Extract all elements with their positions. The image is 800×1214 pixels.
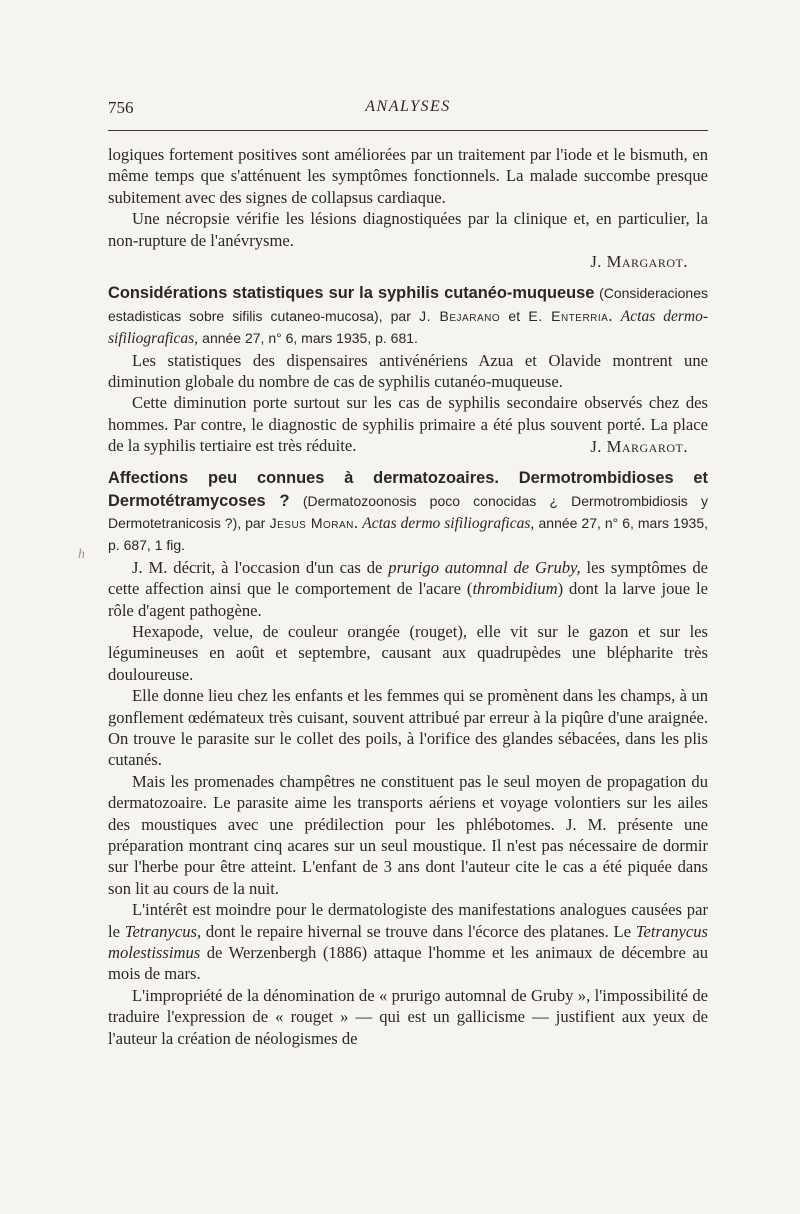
entry-original-title: (Consideraciones estadisticas sobre sifilis cutaneo-mucosa), par bbox=[108, 285, 709, 324]
italic-term: Tetranycus, bbox=[124, 921, 202, 941]
entry-author: Jesus Moran bbox=[269, 514, 354, 531]
italic-term: Tetranycus molestissimus bbox=[108, 921, 708, 963]
paragraph: logiques fortement positives sont améliorées par un traitement par l'iode et le bismuth, en même temps que s'atténuent les symptômes fonctionnels. La malade succombe presque subitement avec des signes de collapsus cardiaque. bbox=[108, 145, 708, 207]
entry-original-title: (Dermatozoonosis poco conocidas ¿ Dermotrombidiosis y Dermotetranicosis ?), par bbox=[108, 492, 708, 531]
signature-name: J. Margarot. bbox=[590, 436, 688, 456]
paragraph: Cette diminution porte surtout sur les cas de syphilis secondaire observés chez des hommes. Par contre, le diagnostic de syphilis primaire a été plus souvent porté. La place de la syphilis tertiaire est très réduite. bbox=[108, 393, 708, 456]
paragraph bbox=[108, 557, 708, 621]
page-number: 756 bbox=[108, 98, 134, 117]
entry-title: Affections peu connues à dermatozoaires. Dermotrombidioses et Dermotétramycoses ? bbox=[108, 469, 708, 510]
page-body bbox=[108, 144, 708, 1049]
paragraph: Les statistiques des dispensaires antivénériens Azua et Olavide montrent une diminution globale du nombre de cas de syphilis cutanéo-muqueuse. bbox=[108, 350, 708, 392]
paragraph bbox=[108, 899, 708, 985]
text-run: dont le repaire hivernal se trouve dans l'écorce des platanes. Le bbox=[201, 921, 636, 941]
entry-conjunction: et bbox=[508, 307, 521, 324]
text-run: ) dont la larve joue le rôle d'agent pathogène. bbox=[108, 579, 708, 620]
entry-author: J. Bejarano bbox=[419, 307, 501, 324]
italic-term: thrombidium bbox=[472, 579, 558, 599]
text-run: les symptômes de cette affection ainsi que le comportement de l'acare ( bbox=[108, 557, 708, 599]
signature bbox=[108, 251, 708, 272]
entry-details: année 27, n° 6, mars 1935, p. 687, 1 fig. bbox=[108, 514, 709, 554]
text-run: J. M. décrit, à l'occasion d'un cas de bbox=[132, 557, 389, 577]
italic-term: prurigo automnal de Gruby, bbox=[388, 557, 581, 577]
running-title: ANALYSES bbox=[365, 98, 451, 115]
entry-heading: Considérations statistiques sur la syphilis cutanéo-muqueuse (Consideraciones estadisticas sobre sifilis cutaneo-mucosa), par J. Bejarano et E. Enterria. Actas dermo-sifiliograficas, année 27, n° 6, mars 1935, p. 681. bbox=[108, 284, 709, 348]
entry-journal: Actas dermo-sifiliograficas, bbox=[108, 307, 709, 348]
entry-heading: Affections peu connues à dermatozoaires. Dermotrombidioses et Dermotétramycoses ? (Dermatozoonosis poco conocidas ¿ Dermotrombidiosis y Dermotetranicosis ?), par Jesus Moran. Actas dermo sifiliograficas, année 27, n° 6, mars 1935, p. 687, 1 fig. bbox=[108, 469, 709, 554]
paragraph: L'impropriété de la dénomination de « prurigo automnal de Gruby », l'impossibilité de traduire l'expression de « rouget » — qui est un gallicisme — justifient aux yeux de l'auteur la création de néologismes de bbox=[108, 985, 708, 1048]
entry-title: Considérations statistiques sur la syphilis cutanéo-muqueuse bbox=[108, 284, 595, 303]
margin-pencil-mark: h bbox=[78, 547, 85, 562]
paragraph: Hexapode, velue, de couleur orangée (rouget), elle vit sur le gazon et sur les légumineuses en août et septembre, causant aux quadrupèdes une blépharite très douloureuse. bbox=[108, 621, 708, 684]
entry-details: année 27, n° 6, mars 1935, p. 681. bbox=[202, 330, 418, 347]
text-run: L'intérêt est moindre pour le dermatologiste des manifestations analogues causées par le bbox=[108, 900, 708, 941]
text-run: de Werzenbergh (1886) attaque l'homme et les animaux de décembre au mois de mars. bbox=[108, 943, 708, 984]
paragraph: Elle donne lieu chez les enfants et les femmes qui se promènent dans les champs, à un gonflement œdémateux très cuisant, souvent attribué par erreur à la piqûre d'une araignée. On trouve le parasite sur le collet des poils, à l'orifice des glandes sébacées, dans les plis cutanés. bbox=[108, 686, 708, 770]
paragraph: Mais les promenades champêtres ne constituent pas le seul moyen de propagation du dermatozoaire. Le parasite aime les transports aériens et voyage volontiers sur les ailes des moustiques avec une prédilection pour les phlébotomes. J. M. présente une préparation montrant cinq acares sur un seul moustique. Il n'est pas nécessaire de dormir sur l'herbe pour être atteint. L'enfant de 3 ans dont l'auteur cite le cas a été piquée dans son lit au cours de la nuit. bbox=[108, 771, 708, 898]
signature-name: J. Margarot. bbox=[590, 252, 688, 272]
paragraph: Une nécropsie vérifie les lésions diagnostiquées par la clinique et, en particulier, la non-rupture de l'anévrysme. bbox=[108, 209, 708, 250]
entry-journal: Actas dermo sifiliograficas, bbox=[362, 514, 535, 532]
header-rule bbox=[108, 130, 708, 131]
page-header bbox=[108, 98, 708, 122]
entry-author: E. Enterria bbox=[528, 307, 609, 324]
